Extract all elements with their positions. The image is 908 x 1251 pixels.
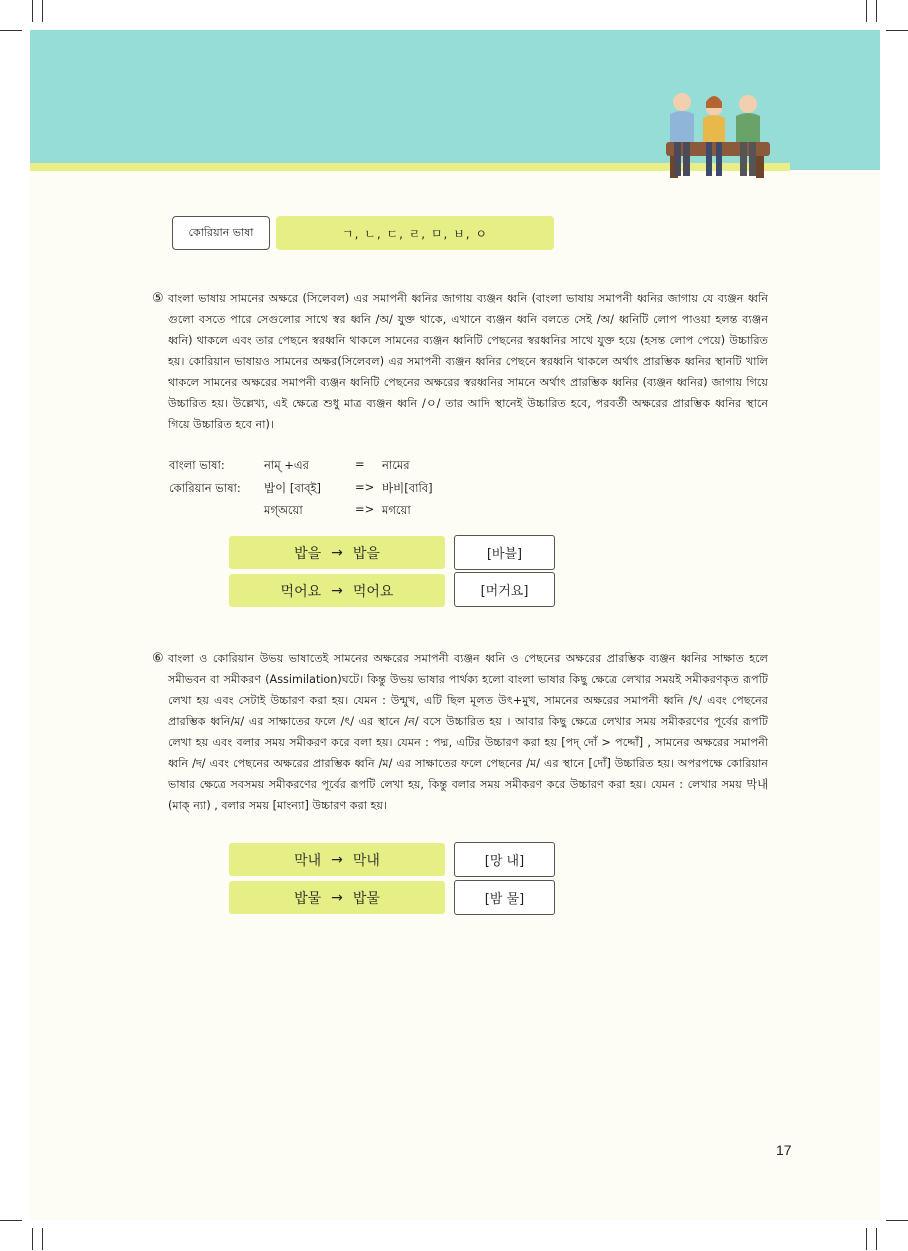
example-result: 바비[বাবি] [382,481,433,495]
word-after: 밥물 [352,890,380,907]
pronunciation-box: [밤 물] [454,880,555,915]
example-result: মগয়ো [382,503,411,517]
section-6-text [168,648,768,816]
paragraph-text: বাংলা ও কোরিয়ান উভয় ভাষাতেই সামনের অক্ষরের সমাপনী ব্যঞ্জন ধ্বনি ও পেছনের অক্ষরের প্রারম্ভিক ব্যঞ্জন ধ্বনির সাক্ষাত হলে সমীভবন বা সমীকরণ (Assimilation)ঘটে। কিন্তু উভয় ভাষার পার্থক্য হলো বাংলা ভাষার কিছু ক্ষেত্রে লেখার সময়ই সমীকরণকৃত রূপটি লেখা হয় এবং সেটাই উচ্চারণ করা হয়। যেমন : উন্মুখ, এটি ছিল মূলত উৎ+মুখ, সামনের অক্ষরের সমাপনী ধ্বনি /ৎ/ এবং পেছনের প্রারম্ভিক ধ্বনি/ম/ এর সাক্ষাতের ফলে /ৎ/ এর স্থানে /ন/ বসে উচ্চারিত হয় । আবার কিছু ক্ষেত্রে লেখার সময় সমীকরণের পূর্বের রূপটি লেখা হয় এবং বলার সময় সমীকরণ করে বলা হয়। যেমন : পদ্ম, এটির উচ্চারণ করা হয় [পদ্ দোঁ > পদ্দোঁ] , সামনের অক্ষরের সমাপনী ধ্বনি /দ/ এবং পেছনের অক্ষরের প্রারম্ভিক ধ্বনি /ম/ এর সাক্ষাতের ফলে পেছনের /ম/ এর স্থানে [দোঁ] উচ্চারিত হয়। অপরপক্ষে কোরিয়ান ভাষার ক্ষেত্রে সবসময় সমীকরণের পূর্বের রূপটি লেখা হয়, কিন্তু বলার সময় সমীকরণ করে উচ্চারণ করা হয়। যেমন : লেখার সময় 막내(মাক্ ন্যা) , বলার সময় [মাংন্যা] উচ্চারণ করা হয়। [168,652,768,812]
arrow-icon: → [331,889,343,906]
section-5-text [168,288,768,435]
arrow-icon: → [331,851,343,868]
example-lang: কোরিয়ান ভাষা: [169,481,241,495]
section-number: ⑤ [152,291,164,306]
example-op: = [355,457,365,471]
crop-mark [866,0,867,22]
example-lang: বাংলা ভাষা: [169,458,225,472]
assimilation-example [229,881,445,914]
word-after: 먹어요 [352,583,394,600]
linking-example [229,536,445,569]
example-word: নাম্ +এর [264,458,309,472]
page-number: 17 [776,1142,792,1158]
crop-mark [42,0,43,22]
example-op: => [355,502,375,516]
crop-mark [886,1220,908,1221]
consonant-list: ㄱ, ㄴ, ㄷ, ㄹ, ㅁ, ㅂ, ㅇ [276,216,554,250]
korean-language-label: কোরিয়ান ভাষা [172,216,270,250]
crop-mark [886,30,908,31]
crop-mark [876,1228,877,1250]
crop-mark [0,1220,22,1221]
word-before: 막내 [294,852,322,869]
crop-mark [866,1228,867,1250]
crop-mark [42,1228,43,1250]
crop-mark [876,0,877,22]
word-before: 밥물 [294,890,322,907]
crop-mark [32,0,33,22]
pronunciation-box: [바블] [454,535,555,570]
section-number: ⑥ [152,651,164,666]
word-after: 밥을 [352,545,380,562]
paragraph-text: বাংলা ভাষায় সামনের অক্ষরে (সিলেবল) এর সমাপনী ধ্বনির জাগায় ব্যঞ্জন ধ্বনি (বাংলা ভাষায় সমাপনী ধ্বনির জাগায় যে ব্যঞ্জন ধ্বনি গুলো বসতে পারে সেগুলোর সাথে স্বর ধ্বনি /অ/ যুক্ত থাকে, এখানে ব্যঞ্জন ধ্বনি বলতে সেই /অ/ ধ্বনিটি লোপ পাওয়া হলন্ত ব্যঞ্জন ধ্বনি) থাকলে এবং তার পেছনে স্বরধ্বনি থাকলে সামনের ব্যঞ্জন ধ্বনিটি পেছনের স্বরধ্বনির সাথে যুক্ত হয়ে (হসন্ত লোপ পেয়ে) উচ্চারিত হয়। কোরিয়ান ভাষায়ও সামনের অক্ষর(সিলেবল) এর সমাপনী ব্যঞ্জন ধ্বনির পেছনে স্বরধ্বনি থাকলে অর্থাৎ প্রারম্ভিক ধ্বনির স্থানটি খালি থাকলে সামনের অক্ষরের সমাপনী ব্যঞ্জন ধ্বনিটি পেছনের অক্ষরের স্বরধ্বনির সামনে অর্থাৎ প্রারম্ভিক ধ্বনির (ব্যঞ্জন ধ্বনির) জাগায় গিয়ে উচ্চারিত হয়। উল্লেখ্য, এই ক্ষেত্রে শুধু মাত্র ব্যঞ্জন ধ্বনি /ㅇ/ তার আদি স্থানেই উচ্চারিত হবে, পরবর্তী অক্ষরের প্রারম্ভিক ধ্বনির স্থানে গিয়ে উচ্চারিত হবে না)। [168,292,768,431]
word-before: 밥을 [294,545,322,562]
example-word: মগ্অয়ো [264,503,303,517]
people-illustration [660,80,780,185]
example-op: => [355,480,375,494]
linking-example [229,574,445,607]
pronunciation-box: [머거요] [454,572,555,607]
page-background [30,30,880,1220]
word-before: 먹어요 [280,583,322,600]
pronunciation-box: [망 내] [454,842,555,877]
word-after: 막내 [352,852,380,869]
assimilation-example [229,843,445,876]
arrow-icon: → [331,582,343,599]
example-result: নামের [382,458,410,472]
arrow-icon: → [331,544,343,561]
crop-mark [32,1228,33,1250]
crop-mark [0,30,22,31]
example-word: 밥이 [বাব্ই] [264,481,321,495]
